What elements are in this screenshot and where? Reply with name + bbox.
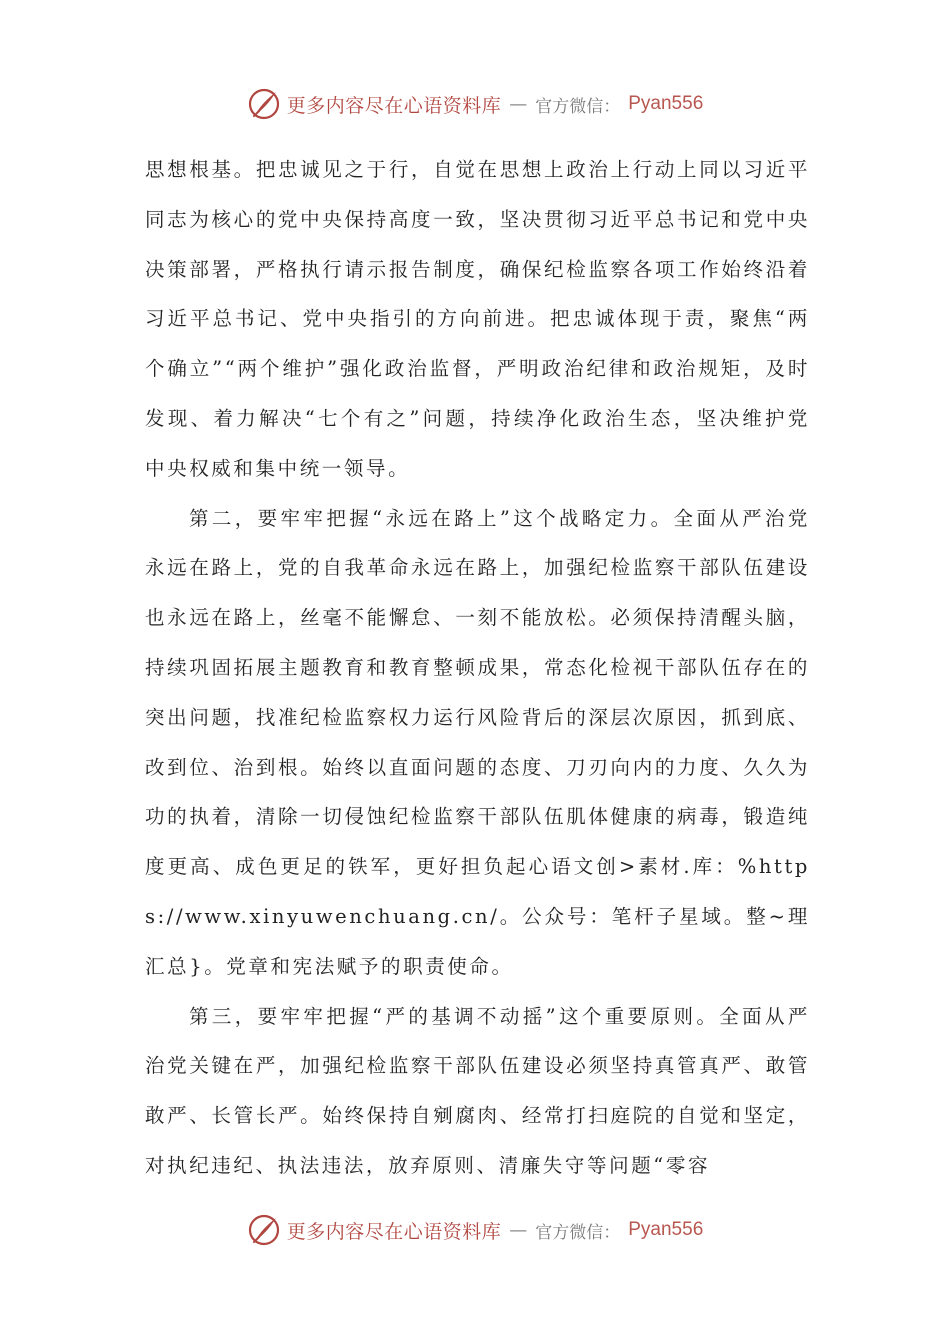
banner-title: 更多内容尽在心语资料库 xyxy=(286,1220,502,1243)
banner-wechat-id: Pyan556 xyxy=(628,1219,704,1240)
quill-pen-logo-icon xyxy=(247,87,281,121)
banner-separator: — xyxy=(509,93,528,115)
header-banner xyxy=(0,84,950,124)
paragraph-2: 第二，要牢牢把握“永远在路上”这个战略定力。全面从严治党永远在路上，党的自我革命永远在路上，加强纪检监察干部队伍建设也永远在路上，丝毫不能懈怠、一刻不能放松。必须保持清醒头脑，持续巩固拓展主题教育和教育整顿成果，常态化检视干部队伍存在的突出问题，找准纪检监察权力运行风险背后的深层次原因，抓到底、改到位、治到根。始终以直面问题的态度、刀刃向内的力度、久久为功的执着，清除一切侵蚀纪检监察干部队伍肌体健康的病毒，锻造纯度更高、成色更足的铁军，更好担负起心语文创>素材.库：%https://www.xinyuwenchuang.cn/。公众号：笔杆子星域。整~理汇总}。党章和宪法赋予的职责使命。 xyxy=(145,506,810,978)
document-body xyxy=(145,145,810,1191)
paragraph-3: 第三，要牢牢把握“严的基调不动摇”这个重要原则。全面从严治党关键在严，加强纪检监察干部队伍建设必须坚持真管真严、敢管敢严、长管长严。始终保持自剜腐肉、经常打扫庭院的自觉和坚定，对执纪违纪、执法违法，放弃原则、清廉失守等问题“零容 xyxy=(145,1004,810,1177)
banner-wechat-id: Pyan556 xyxy=(628,93,704,114)
footer-banner xyxy=(0,1210,950,1250)
quill-pen-logo-icon xyxy=(247,1213,281,1247)
paragraph-1: 思想根基。把忠诚见之于行，自觉在思想上政治上行动上同以习近平同志为核心的党中央保持高度一致，坚决贯彻习近平总书记和党中央决策部署，严格执行请示报告制度，确保纪检监察各项工作始终沿着习近平总书记、党中央指引的方向前进。把忠诚体现于责，聚焦“两个确立”“两个维护”强化政治监督，严明政治纪律和政治规矩，及时发现、着力解决“七个有之”问题，持续净化政治生态，坚决维护党中央权威和集中统一领导。 xyxy=(145,158,810,480)
banner-separator: — xyxy=(509,1219,528,1241)
banner-title: 更多内容尽在心语资料库 xyxy=(286,94,502,117)
banner-wechat-label: 官方微信： xyxy=(535,96,621,117)
banner-wechat-label: 官方微信： xyxy=(535,1222,621,1243)
